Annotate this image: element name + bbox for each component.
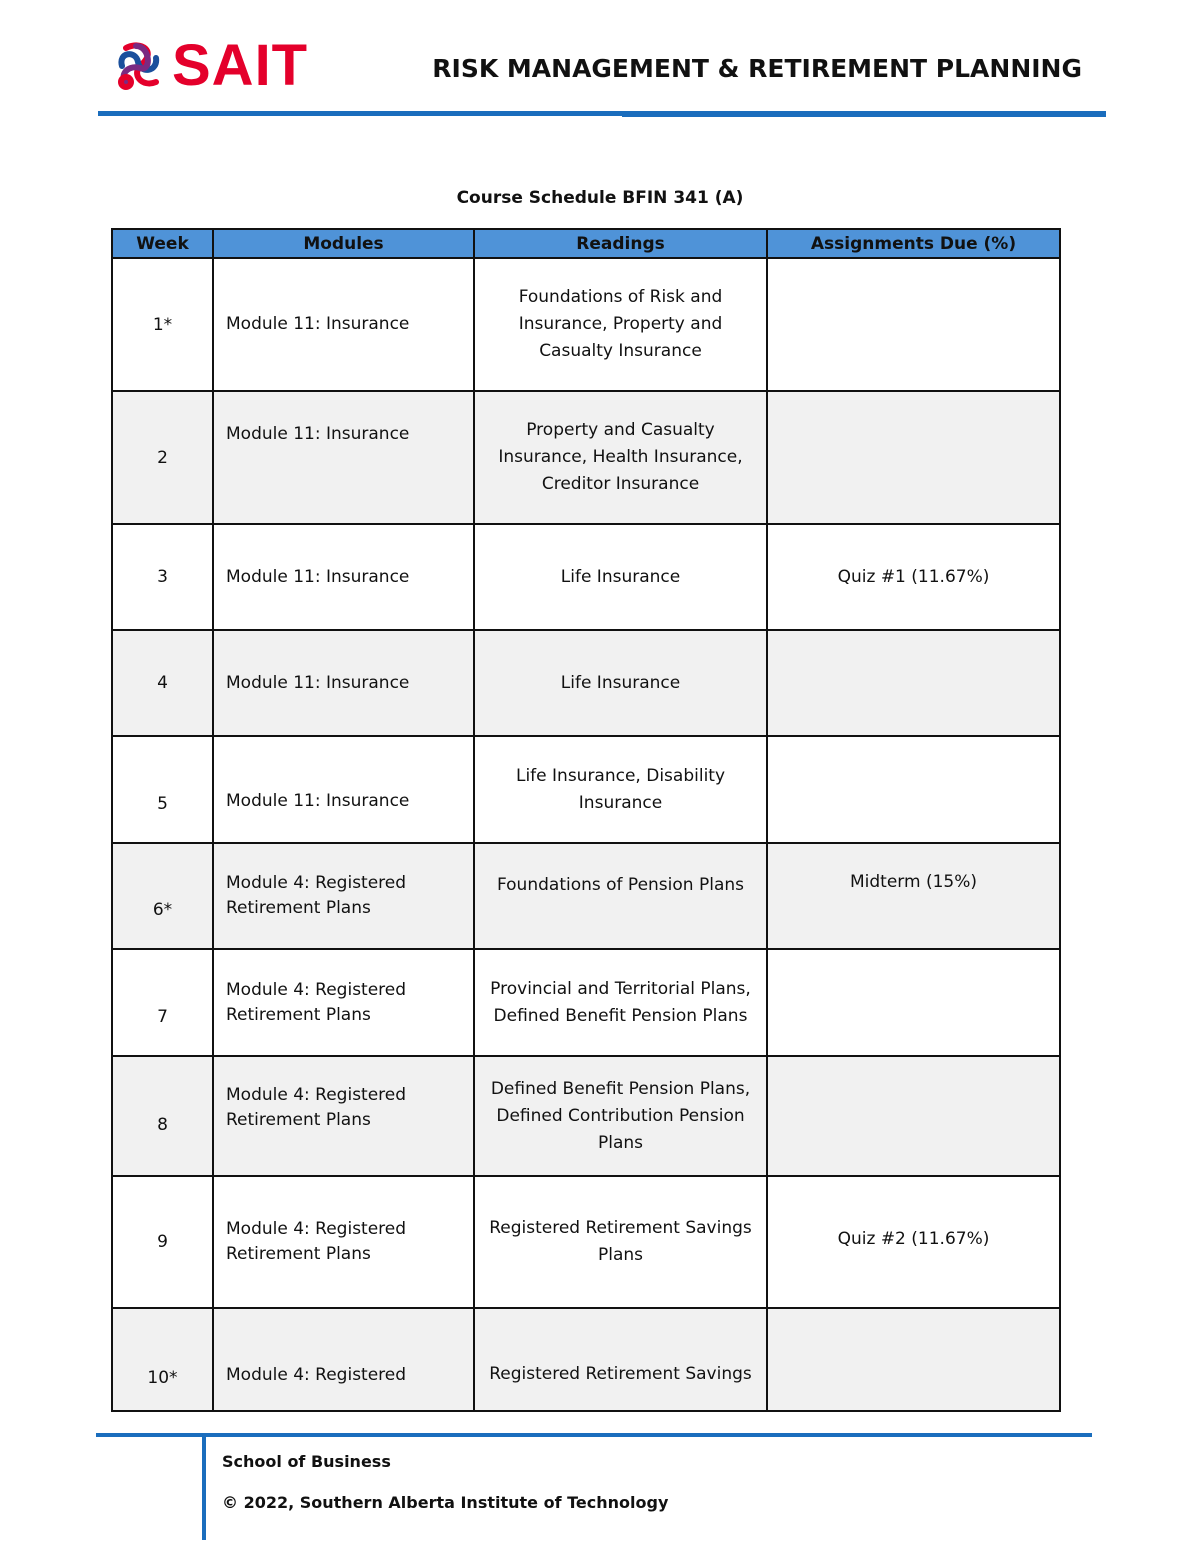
sait-logo [112, 33, 309, 98]
week-cell: 6* [112, 843, 213, 949]
footer-copyright: © 2022, Southern Alberta Institute of Technology [222, 1493, 669, 1512]
column-header-modules: Modules [213, 229, 474, 258]
footer-school: School of Business [222, 1452, 391, 1471]
readings-cell: Foundations of Risk and Insurance, Property and Casualty Insurance [474, 258, 767, 391]
module-cell: Module 11: Insurance [213, 391, 474, 524]
header-divider-step [622, 114, 1106, 117]
assignment-cell: Quiz #2 (11.67%) [767, 1176, 1060, 1308]
logo-text: SAIT [172, 33, 309, 98]
module-cell: Module 11: Insurance [213, 524, 474, 630]
table-header-row [112, 229, 1060, 258]
module-cell: Module 11: Insurance [213, 630, 474, 736]
readings-cell: Life Insurance [474, 630, 767, 736]
table-row [112, 949, 1060, 1056]
table-row [112, 391, 1060, 524]
module-cell: Module 4: Registered Retirement Plans [213, 843, 474, 949]
week-cell: 5 [112, 736, 213, 843]
readings-cell: Life Insurance [474, 524, 767, 630]
assignment-cell [767, 1308, 1060, 1411]
week-cell: 10* [112, 1308, 213, 1411]
schedule-title: Course Schedule BFIN 341 (A) [456, 188, 744, 208]
assignment-cell [767, 258, 1060, 391]
table-row [112, 630, 1060, 736]
column-header-week: Week [112, 229, 213, 258]
schedule-table [111, 228, 1061, 1412]
footer-accent-bar [202, 1436, 206, 1540]
module-cell: Module 4: Registered Retirement Plans [213, 1056, 474, 1176]
assignment-cell: Midterm (15%) [767, 843, 1060, 949]
readings-cell: Defined Benefit Pension Plans, Defined Contribution Pension Plans [474, 1056, 767, 1176]
assignment-cell [767, 1056, 1060, 1176]
module-cell: Module 4: Registered Retirement Plans [213, 1176, 474, 1308]
course-title: RISK MANAGEMENT & RETIREMENT PLANNING [432, 54, 1082, 83]
week-cell: 8 [112, 1056, 213, 1176]
table-row [112, 258, 1060, 391]
column-header-readings: Readings [474, 229, 767, 258]
module-cell: Module 4: Registered Retirement Plans [213, 949, 474, 1056]
assignment-cell [767, 391, 1060, 524]
assignment-cell [767, 630, 1060, 736]
week-cell: 9 [112, 1176, 213, 1308]
week-cell: 1* [112, 258, 213, 391]
module-cell: Module 11: Insurance [213, 258, 474, 391]
readings-cell: Foundations of Pension Plans [474, 843, 767, 949]
module-cell: Module 11: Insurance [213, 736, 474, 843]
week-cell: 7 [112, 949, 213, 1056]
sait-knot-icon [112, 38, 168, 94]
table-row [112, 736, 1060, 843]
footer-divider [96, 1433, 1092, 1437]
table-row [112, 1176, 1060, 1308]
assignment-cell: Quiz #1 (11.67%) [767, 524, 1060, 630]
table-row [112, 524, 1060, 630]
week-cell: 4 [112, 630, 213, 736]
week-cell: 2 [112, 391, 213, 524]
readings-cell: Registered Retirement Savings [474, 1308, 767, 1411]
assignment-cell [767, 736, 1060, 843]
readings-cell: Property and Casualty Insurance, Health Insurance, Creditor Insurance [474, 391, 767, 524]
table-row [112, 1056, 1060, 1176]
readings-cell: Provincial and Territorial Plans, Defined Benefit Pension Plans [474, 949, 767, 1056]
assignment-cell [767, 949, 1060, 1056]
column-header-assignments: Assignments Due (%) [767, 229, 1060, 258]
table-row [112, 843, 1060, 949]
readings-cell: Life Insurance, Disability Insurance [474, 736, 767, 843]
readings-cell: Registered Retirement Savings Plans [474, 1176, 767, 1308]
week-cell: 3 [112, 524, 213, 630]
module-cell: Module 4: Registered [213, 1308, 474, 1411]
table-row [112, 1308, 1060, 1411]
